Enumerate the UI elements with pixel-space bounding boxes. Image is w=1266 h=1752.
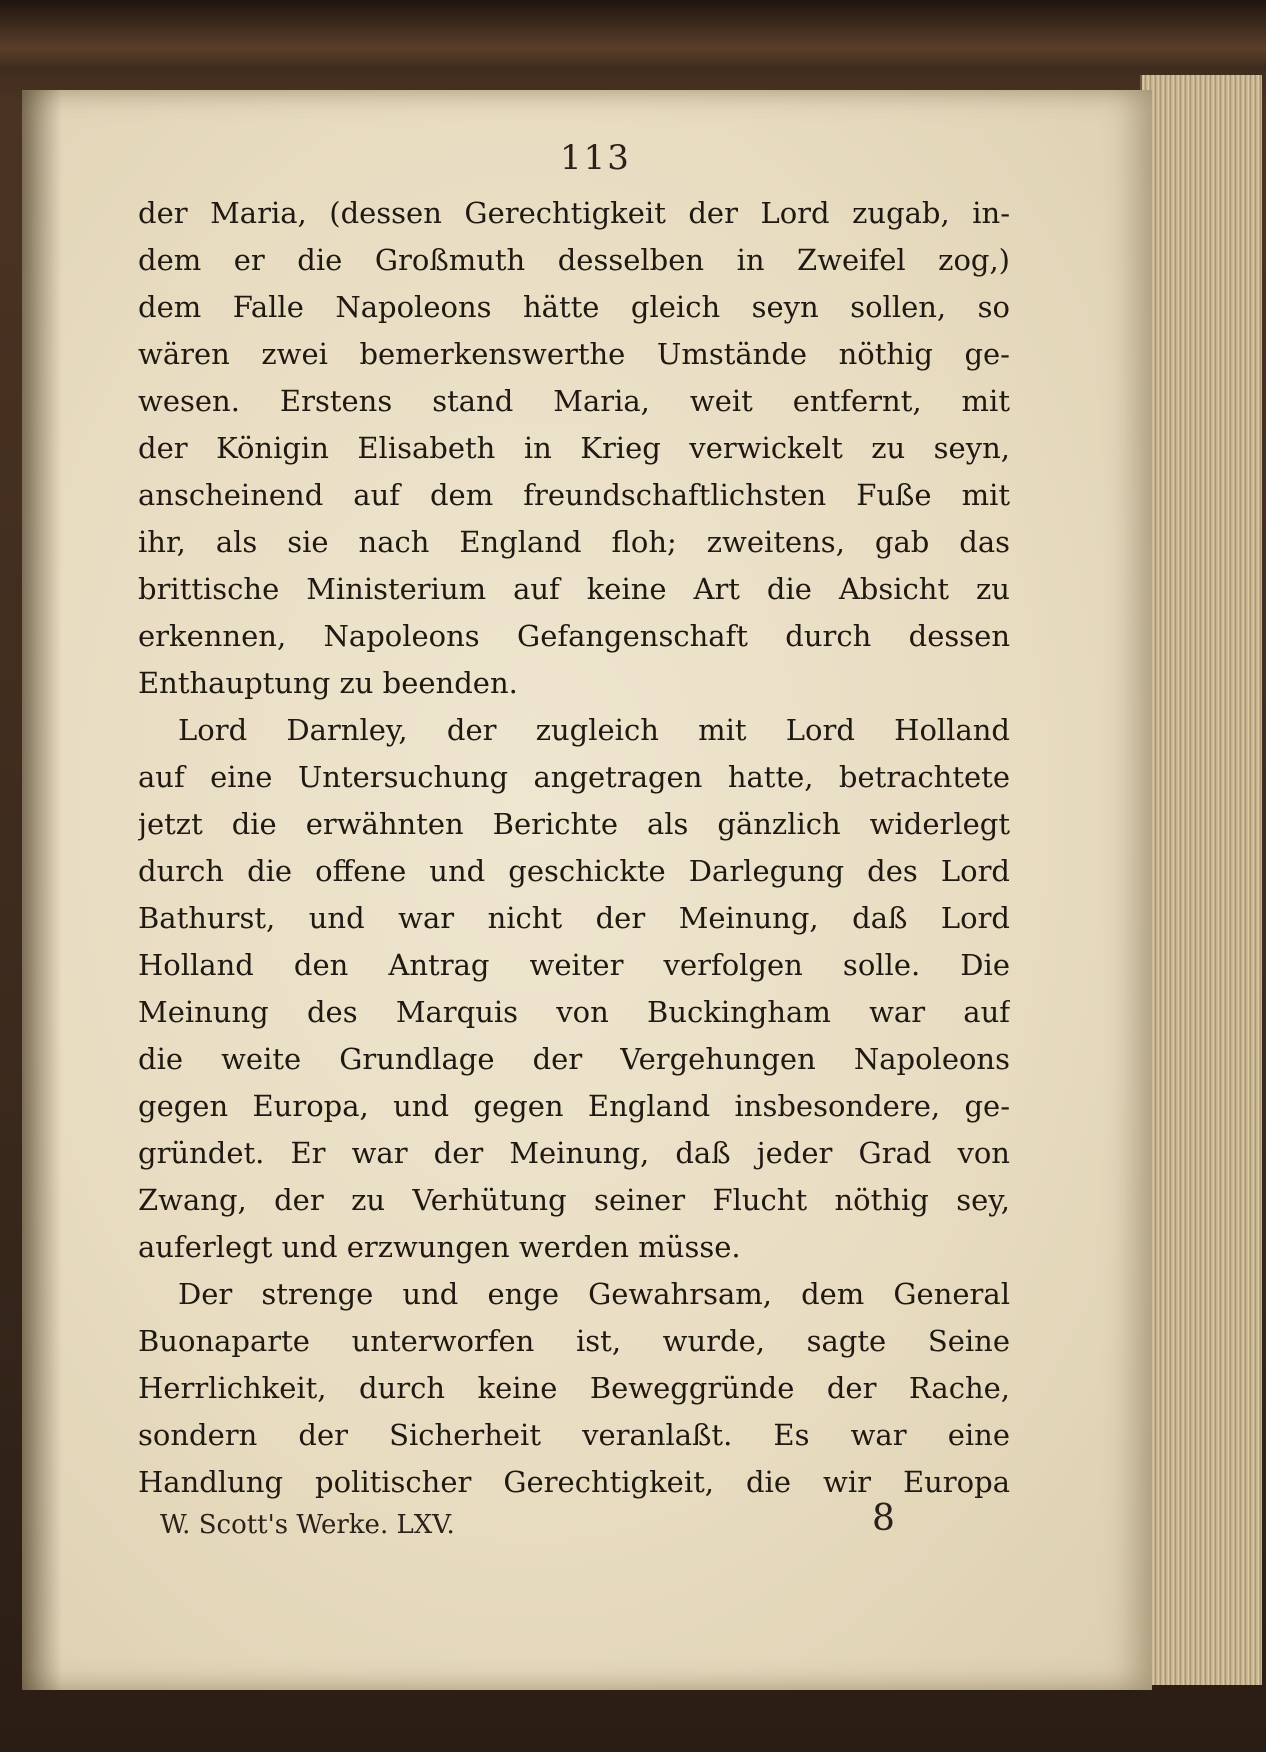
page-gutter xyxy=(22,90,62,1690)
text-line: anscheinend auf dem freundschaftlichsten Fuße mit xyxy=(138,478,1010,512)
text-line: Lord Darnley, der zugleich mit Lord Holland xyxy=(178,713,1010,747)
text-line: auf eine Untersuchung angetragen hatte, betrachtete xyxy=(138,760,1010,794)
text-line: Handlung politischer Gerechtigkeit, die wir Europa xyxy=(138,1465,1010,1499)
text-line: dem Falle Napoleons hätte gleich seyn sollen, so xyxy=(138,290,1010,324)
text-line: wesen. Erstens stand Maria, weit entfernt, mit xyxy=(138,384,1010,418)
text-line: Bathurst, und war nicht der Meinung, daß Lord xyxy=(138,901,1010,935)
book-page xyxy=(22,90,1152,1690)
text-line: Meinung des Marquis von Buckingham war auf xyxy=(138,995,1010,1029)
text-line: erkennen, Napoleons Gefangenschaft durch dessen xyxy=(138,619,1010,653)
text-line: dem er die Großmuth desselben in Zweifel zog,) xyxy=(138,243,1010,277)
text-line: der Maria, (dessen Gerechtigkeit der Lord zugab, in- xyxy=(138,196,1010,230)
signature-mark: 8 xyxy=(872,1498,895,1539)
text-line: die weite Grundlage der Vergehungen Napoleons xyxy=(138,1042,1010,1076)
text-line: Enthauptung zu beenden. xyxy=(138,666,518,700)
text-line: Herrlichkeit, durch keine Beweggründe der Rache, xyxy=(138,1371,1010,1405)
text-line: gegen Europa, und gegen England insbesondere, ge- xyxy=(138,1089,1010,1123)
page-edges xyxy=(1140,75,1262,1685)
text-line: sondern der Sicherheit veranlaßt. Es war eine xyxy=(138,1418,1010,1452)
text-line: gründet. Er war der Meinung, daß jeder Grad von xyxy=(138,1136,1010,1170)
text-line: Zwang, der zu Verhütung seiner Flucht nöthig sey, xyxy=(138,1183,1010,1217)
text-line: jetzt die erwähnten Berichte als gänzlich widerlegt xyxy=(138,807,1010,841)
text-line: Buonaparte unterworfen ist, wurde, sagte Seine xyxy=(138,1324,1010,1358)
footer-title: W. Scott's Werke. LXV. xyxy=(160,1510,455,1540)
page-footer xyxy=(160,1498,900,1548)
book-cover-edge xyxy=(0,0,1266,70)
text-line: brittische Ministerium auf keine Art die Absicht zu xyxy=(138,572,1010,606)
body-text xyxy=(138,190,1010,1506)
text-line: ihr, als sie nach England floh; zweitens, gab das xyxy=(138,525,1010,559)
text-line: wären zwei bemerkenswerthe Umstände nöthig ge- xyxy=(138,337,1010,371)
text-line: auferlegt und erzwungen werden müsse. xyxy=(138,1230,741,1264)
text-line: durch die offene und geschickte Darlegung des Lord xyxy=(138,854,1010,888)
text-line: Holland den Antrag weiter verfolgen solle. Die xyxy=(138,948,1010,982)
text-line: Der strenge und enge Gewahrsam, dem General xyxy=(178,1277,1010,1311)
page-number: 113 xyxy=(560,138,631,178)
text-line: der Königin Elisabeth in Krieg verwickelt zu seyn, xyxy=(138,431,1010,465)
